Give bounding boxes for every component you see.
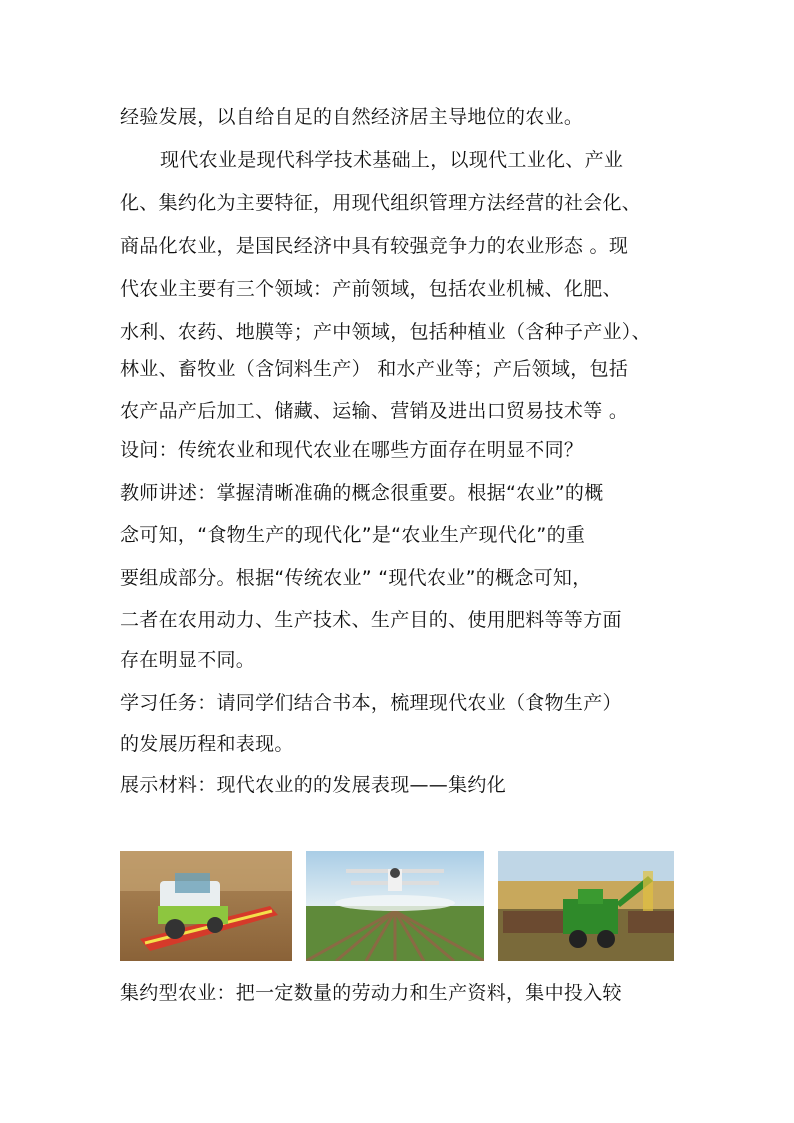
text-line-4: 商品化农业，是国民经济中具有较强竞争力的农业形态 。现 xyxy=(120,235,629,257)
text-line-7: 林业、畜牧业（含饲料生产） 和水产业等；产后领域，包括 xyxy=(120,358,629,380)
green-harvester-photo xyxy=(498,851,674,961)
text-line-2: 现代农业是现代科学技术基础上，以现代工业化、产业 xyxy=(160,149,624,171)
text-line-13: 二者在农用动力、生产技术、生产目的、使用肥料等等方面 xyxy=(120,609,622,631)
text-line-12: 要组成部分。根据“传统农业” “现代农业”的概念可知， xyxy=(120,567,592,589)
text-line-5: 代农业主要有三个领域：产前领域，包括农业机械、化肥、 xyxy=(120,278,622,300)
text-line-11: 念可知，“食物生产的现代化”是“农业生产现代化”的重 xyxy=(120,524,586,546)
text-line-9: 设问：传统农业和现代农业在哪些方面存在明显不同？ xyxy=(120,439,584,461)
text-line-16: 的发展历程和表现。 xyxy=(120,733,294,755)
text-line-8: 农产品产后加工、储藏、运输、营销及进出口贸易技术等 。 xyxy=(120,400,629,422)
text-line-10: 教师讲述：掌握清晰准确的概念很重要。根据“农业”的概 xyxy=(120,482,604,504)
text-line-1: 经验发展，以自给自足的自然经济居主导地位的农业。 xyxy=(120,106,584,128)
text-line-15: 学习任务：请同学们结合书本，梳理现代农业（食物生产） xyxy=(120,692,622,714)
caption-line: 集约型农业：把一定数量的劳动力和生产资料，集中投入较 xyxy=(120,982,622,1004)
text-line-14: 存在明显不同。 xyxy=(120,649,256,671)
text-line-3: 化、集约化为主要特征，用现代组织管理方法经营的社会化、 xyxy=(120,192,642,214)
text-line-6: 水利、农药、地膜等；产中领域，包括种植业（含种子产业）、 xyxy=(120,321,651,343)
harvester-photo xyxy=(120,851,292,961)
crop-duster-photo xyxy=(306,851,484,961)
text-line-17: 展示材料：现代农业的的发展表现——集约化 xyxy=(120,774,507,796)
